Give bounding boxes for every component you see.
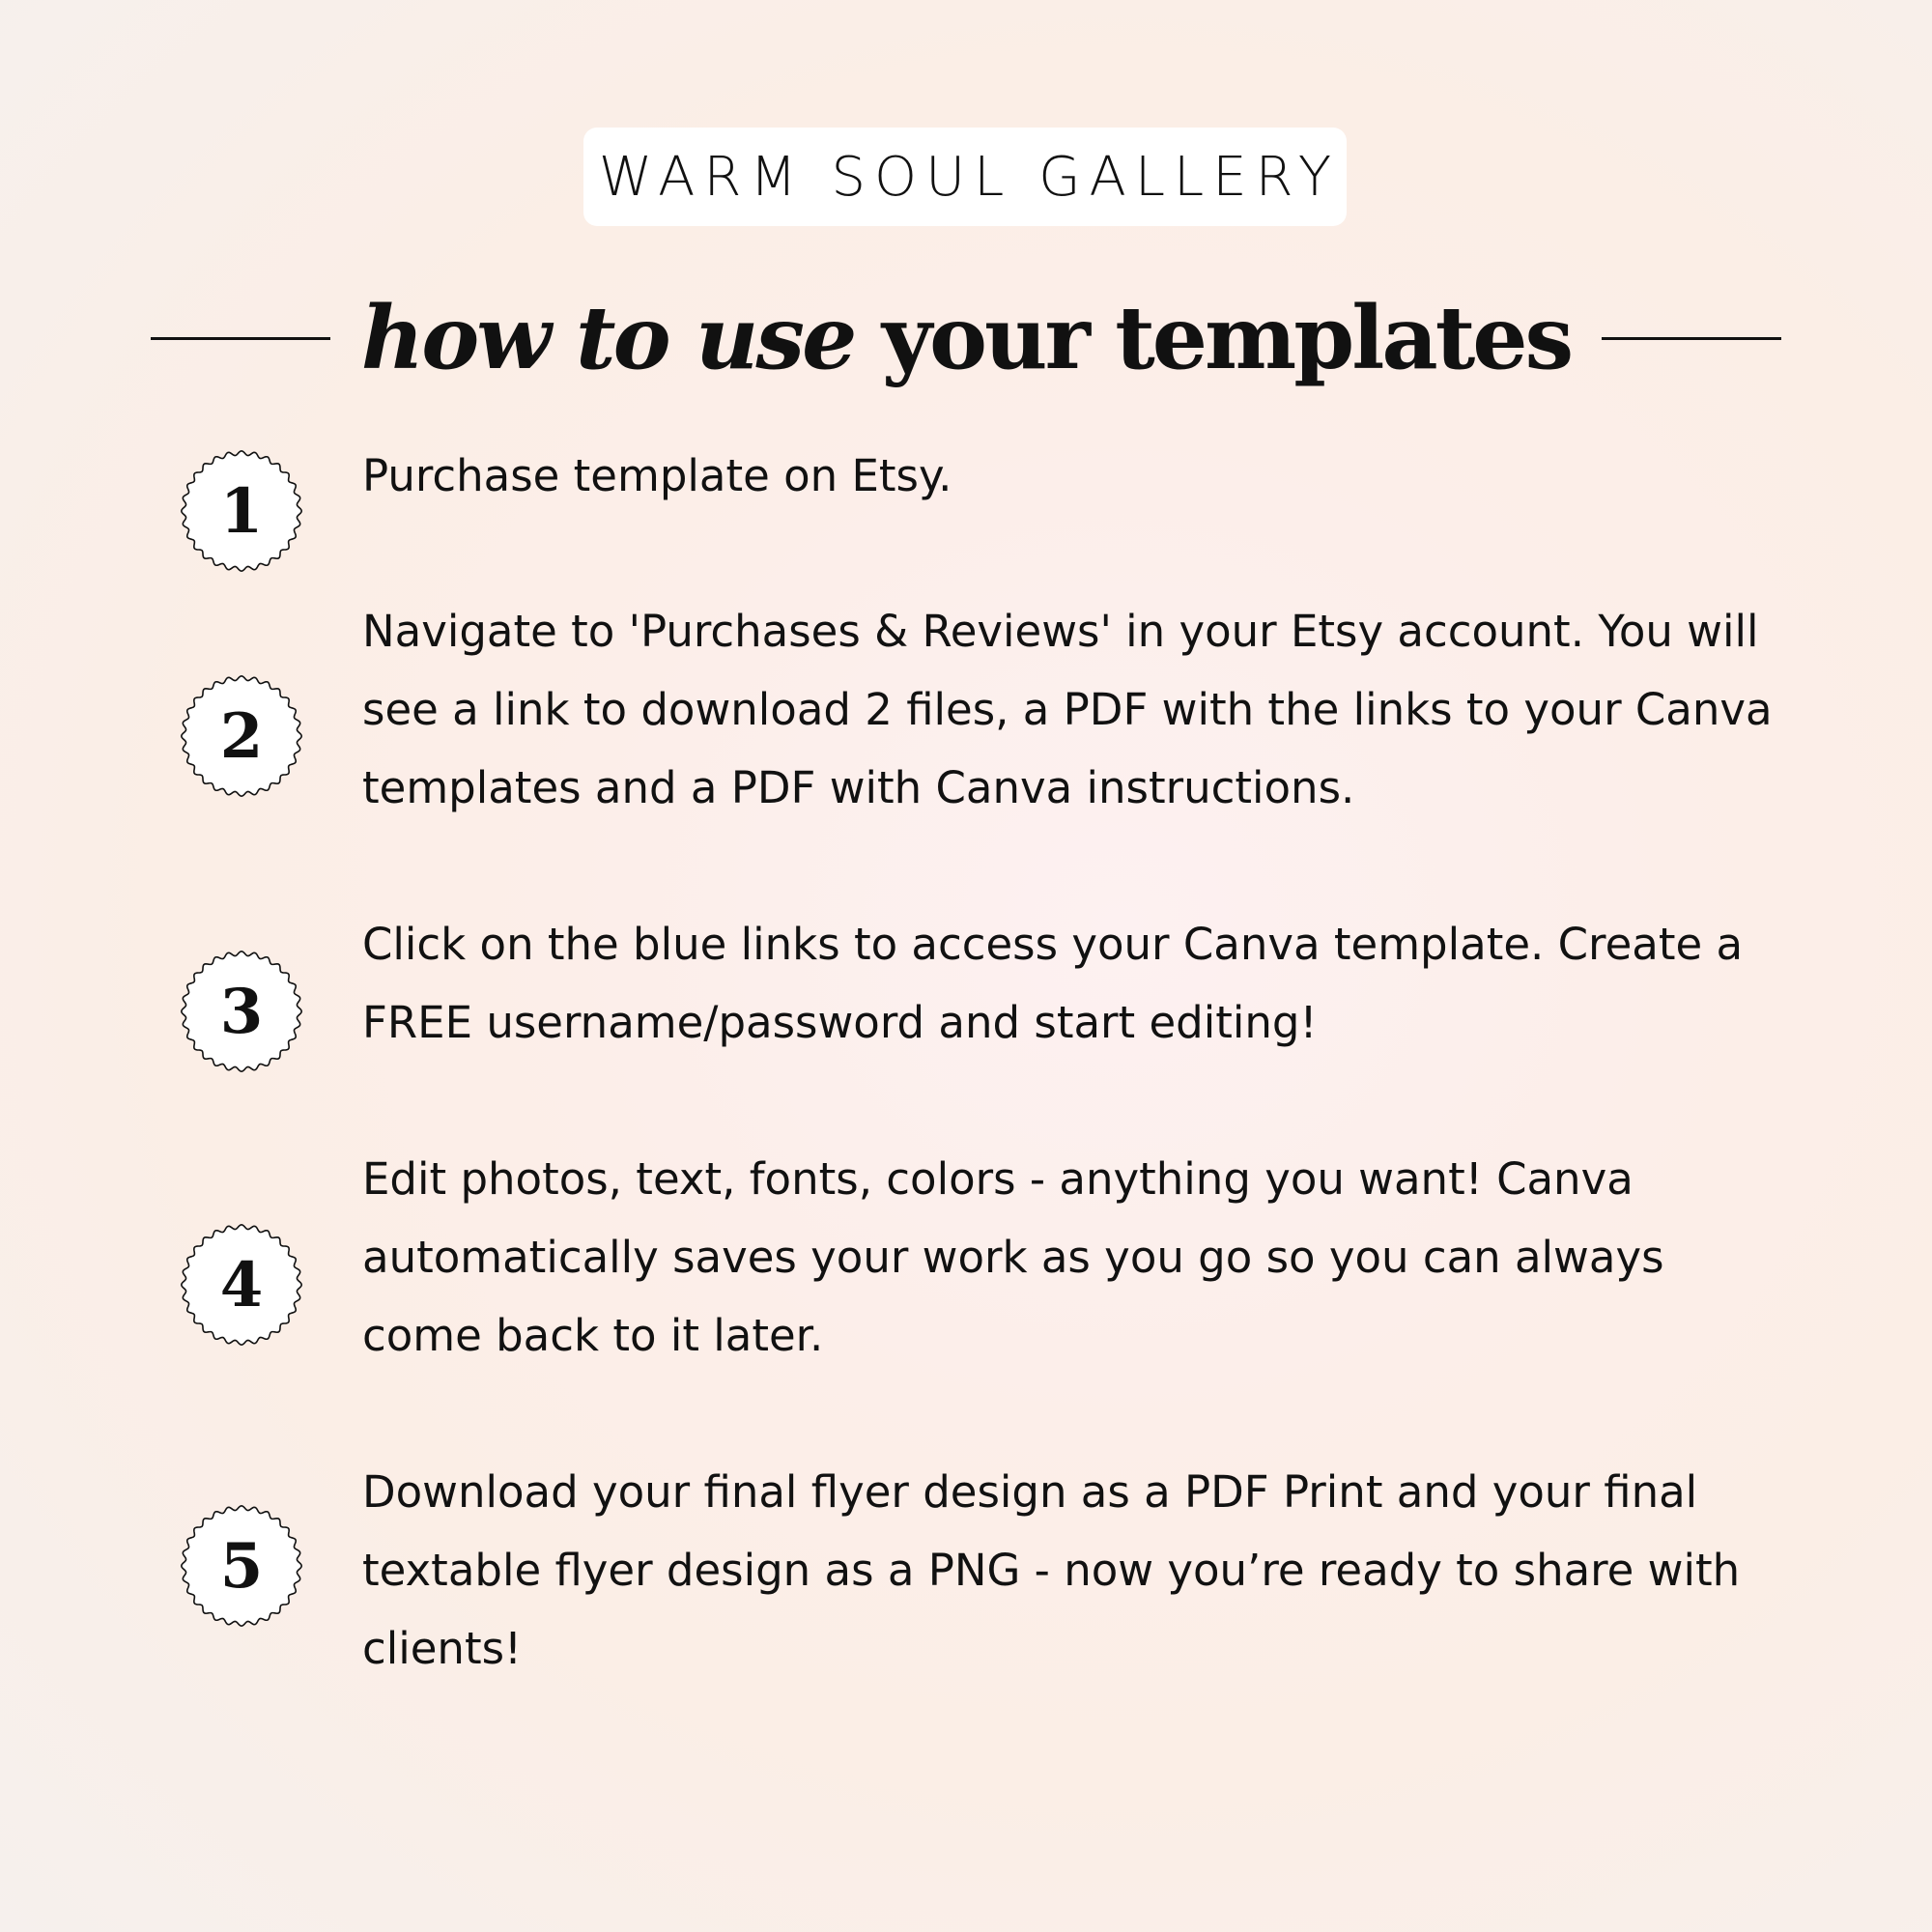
step-1 — [179, 437, 1773, 572]
scalloped-badge-icon — [179, 1222, 304, 1348]
step-number: 5 — [219, 1529, 264, 1603]
scalloped-badge-icon — [179, 673, 304, 799]
title-regular-part: your templates — [881, 287, 1572, 389]
step-3 — [179, 905, 1773, 1079]
brand-name: WARM SOUL GALLERY — [598, 145, 1341, 209]
title-italic-part: how to use — [360, 287, 855, 389]
title-left-rule — [151, 337, 330, 340]
step-text: Navigate to 'Purchases & Reviews' in your Etsy account. You will see a link to download 2 files, a PDF with the links to your Canva templates and a PDF with Canva instructions. — [362, 606, 1773, 813]
title-text — [361, 287, 1571, 389]
step-text: Edit photos, text, fonts, colors - anything you want! Canva automatically saves your work as you go so you can always come back to it later. — [362, 1153, 1664, 1361]
scalloped-badge-icon — [179, 1503, 304, 1629]
step-number: 2 — [219, 699, 264, 773]
step-2 — [179, 592, 1773, 843]
step-number: 3 — [219, 975, 264, 1048]
scalloped-badge-icon — [179, 949, 304, 1074]
step-number: 4 — [219, 1248, 264, 1321]
title-right-rule — [1602, 337, 1781, 340]
step-text: Purchase template on Etsy. — [362, 450, 952, 501]
brand-pill — [583, 128, 1347, 226]
step-number: 1 — [219, 474, 264, 548]
step-5 — [179, 1453, 1773, 1704]
page-title — [242, 270, 1690, 406]
step-4 — [179, 1140, 1773, 1391]
step-text: Click on the blue links to access your Canva template. Create a FREE username/password and start editing! — [362, 919, 1744, 1048]
step-text: Download your final flyer design as a PDF Print and your final textable flyer design as a PNG - now you’re ready to share with clients! — [362, 1466, 1741, 1674]
scalloped-badge-icon — [179, 448, 304, 574]
